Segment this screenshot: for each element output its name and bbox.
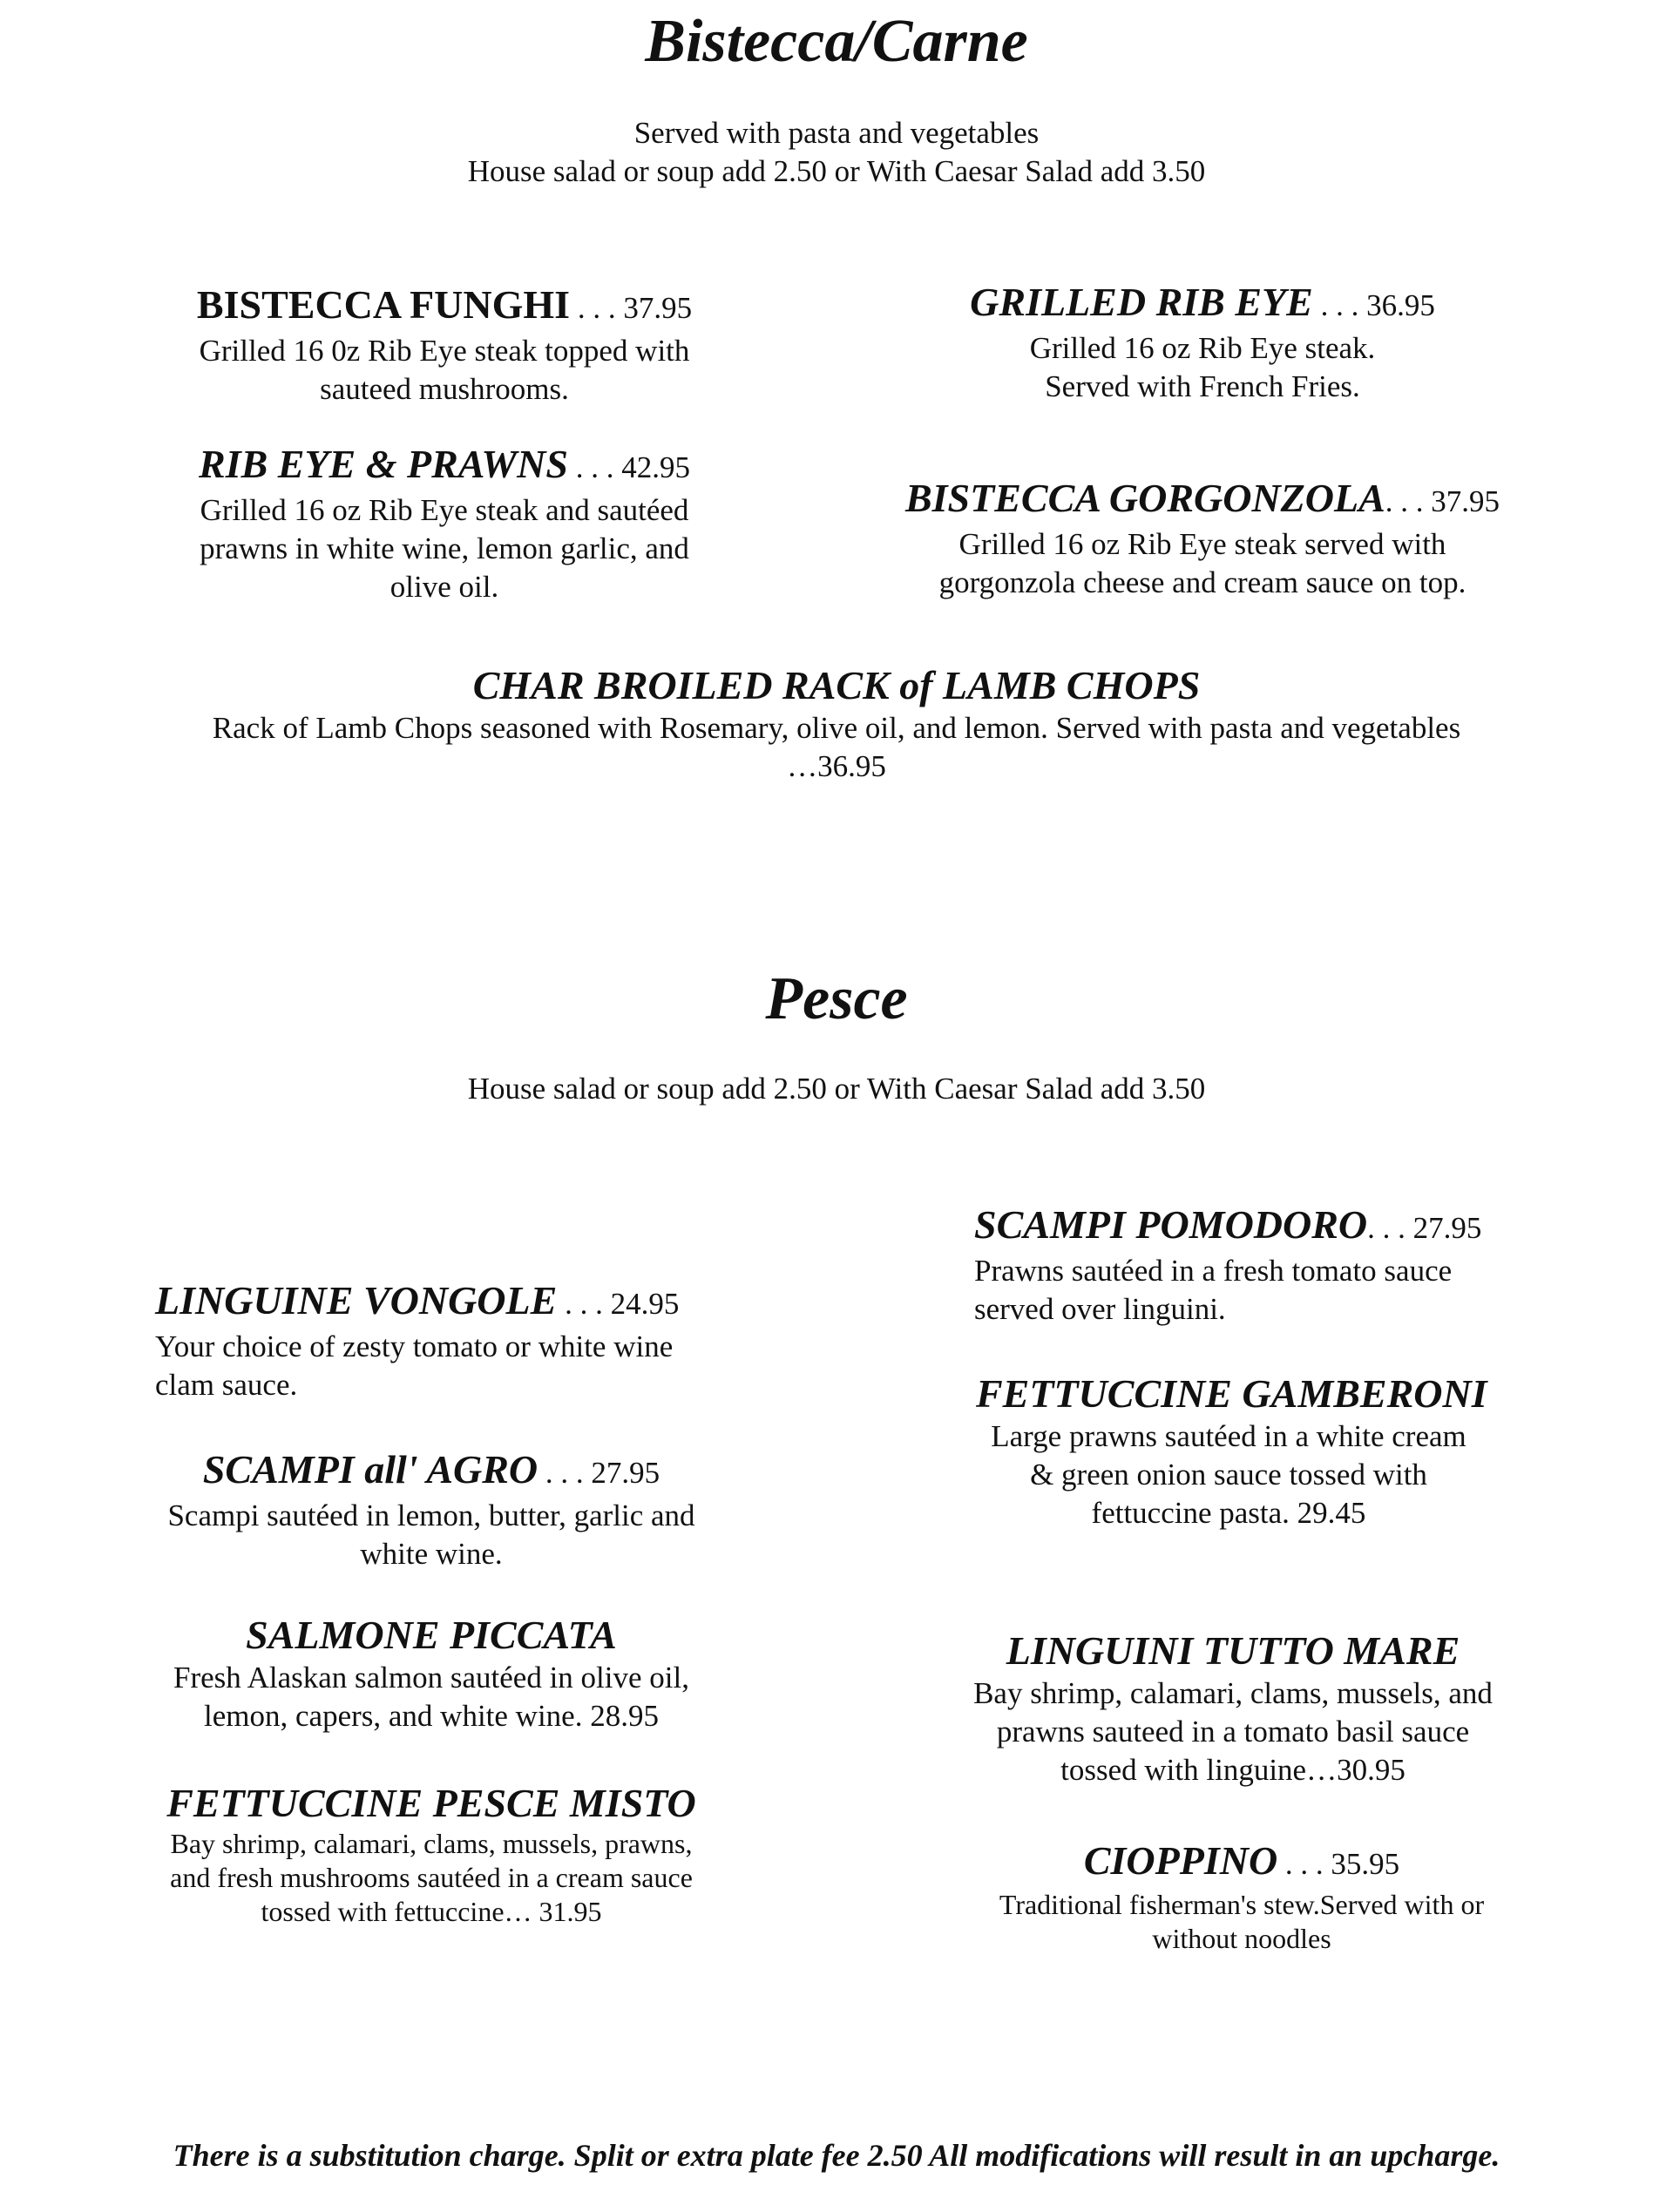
- item-description-line: Served with French Fries.: [1045, 369, 1360, 403]
- item-description: Grilled 16 0z Rib Eye steak topped with sauteed mushrooms.: [199, 334, 690, 406]
- item-description: Your choice of zesty tomato or white wine clam sauce.: [155, 1329, 674, 1402]
- item-name: SCAMPI all' AGRO: [202, 1447, 538, 1492]
- menu-item-fettuccine-gamberoni: [976, 1370, 1487, 1532]
- item-price: . . . 36.95: [1312, 288, 1435, 322]
- item-description-line: Grilled 16 oz Rib Eye steak.: [1029, 331, 1376, 365]
- item-name: BISTECCA GORGONZOLA: [904, 476, 1385, 520]
- pesce-salad-addon-note: House salad or soup add 2.50 or With Caesar Salad add 3.50: [467, 1072, 1206, 1106]
- item-name: SCAMPI POMODORO: [974, 1202, 1368, 1247]
- item-name: LINGUINE VONGOLE: [155, 1278, 558, 1322]
- menu-item-scampi-all-agro: [161, 1446, 701, 1573]
- item-description: Traditional fisherman's stew.Served with or without noodles: [999, 1889, 1485, 1954]
- menu-item-cioppino: [967, 1837, 1516, 1956]
- menu-item-fettuccine-pesce-misto: [148, 1780, 715, 1929]
- menu-item-linguine-vongole: [155, 1277, 678, 1404]
- menu-item-linguini-tutto-mare: [972, 1627, 1494, 1789]
- menu-item-scampi-pomodoro: [974, 1201, 1497, 1329]
- item-name: BISTECCA FUNGHI: [196, 282, 571, 327]
- item-description: Grilled 16 oz Rib Eye steak served with gorgonzola cheese and cream sauce on top.: [938, 527, 1466, 599]
- item-price: . . . 24.95: [557, 1287, 680, 1321]
- item-price: . . . 37.95: [1385, 484, 1500, 518]
- menu-item-rib-eye-and-prawns: [174, 441, 715, 606]
- item-description: Bay shrimp, calamari, clams, mussels, prawns, and fresh mushrooms sautéed in a cream sauce tossed with fettuccine… 31.95: [170, 1828, 693, 1927]
- carne-salad-addon-note: House salad or soup add 2.50 or With Caesar Salad add 3.50: [467, 154, 1206, 188]
- item-description: Grilled 16 oz Rib Eye steak and sautéed prawns in white wine, lemon garlic, and olive oil.: [200, 493, 689, 604]
- footer-substitution-note: There is a substitution charge. Split or extra plate fee 2.50 All modifications will result in an upcharge.: [173, 2138, 1500, 2173]
- item-price: . . . 27.95: [1367, 1211, 1482, 1245]
- item-price: . . . 37.95: [570, 291, 693, 325]
- carne-section-title: Bistecca/Carne: [645, 8, 1028, 75]
- item-description: Bay shrimp, calamari, clams, mussels, and prawns sauteed in a tomato basil sauce tossed with linguine…30.95: [973, 1676, 1493, 1787]
- item-price: . . . 35.95: [1277, 1847, 1400, 1881]
- item-name: SALMONE PICCATA: [246, 1613, 617, 1657]
- menu-item-rack-of-lamb-chops: [0, 662, 1673, 786]
- menu-item-grilled-rib-eye: [924, 279, 1481, 406]
- menu-item-bistecca-gorgonzola: [902, 475, 1503, 602]
- item-description: Scampi sautéed in lemon, butter, garlic and white wine.: [167, 1498, 695, 1571]
- item-name: CHAR BROILED RACK of LAMB CHOPS: [472, 663, 1201, 707]
- item-name: FETTUCCINE GAMBERONI: [976, 1371, 1487, 1416]
- item-description-line: Rack of Lamb Chops seasoned with Rosemary, olive oil, and lemon. Served with pasta and vegetables: [212, 711, 1461, 745]
- item-name: FETTUCCINE PESCE MISTO: [166, 1781, 696, 1825]
- item-description: Fresh Alaskan salmon sautéed in olive oil, lemon, capers, and white wine. 28.95: [173, 1661, 689, 1733]
- item-description: Prawns sautéed in a fresh tomato sauce served over linguini.: [974, 1254, 1453, 1326]
- item-price-line: …36.95: [787, 749, 886, 783]
- item-price: . . . 42.95: [567, 450, 690, 484]
- item-name: LINGUINI TUTTO MARE: [1006, 1628, 1460, 1673]
- item-name: GRILLED RIB EYE: [970, 280, 1313, 324]
- menu-item-bistecca-funghi: [166, 281, 723, 409]
- item-name: CIOPPINO: [1083, 1838, 1278, 1883]
- item-name: RIB EYE & PRAWNS: [199, 442, 568, 486]
- item-description: Large prawns sautéed in a white cream & green onion sauce tossed with fettuccine pasta. 29.45: [991, 1419, 1466, 1530]
- item-price: . . . 27.95: [538, 1456, 660, 1490]
- pesce-section-title: Pesce: [765, 965, 908, 1032]
- menu-item-salmone-piccata: [148, 1612, 715, 1735]
- carne-served-with-note: Served with pasta and vegetables: [633, 116, 1040, 150]
